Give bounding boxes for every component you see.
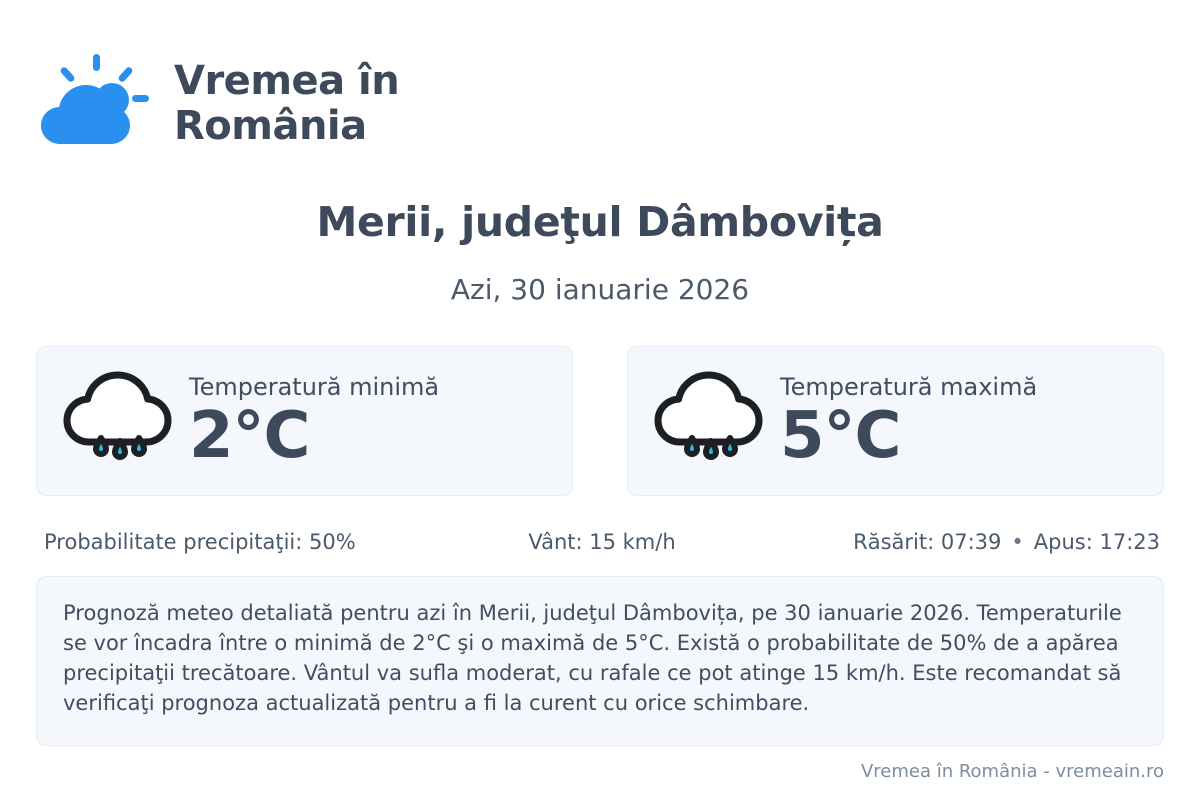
- temperature-cards: [36, 346, 1164, 496]
- site-header: [36, 0, 1164, 160]
- max-temperature-label: Temperatură maximă: [780, 372, 1038, 401]
- wind-speed: Vânt: 15 km/h: [528, 530, 676, 555]
- page-subtitle: Azi, 30 ianuarie 2026: [450, 273, 750, 307]
- precipitation-probability: Probabilitate precipitaţii: 50%: [44, 530, 356, 555]
- brand-title: [174, 59, 399, 149]
- brand-line-1: Vremea în: [174, 58, 400, 105]
- sun-times: [788, 530, 1164, 554]
- sunrise-time: Răsărit: 07:39: [853, 530, 1002, 555]
- sunset-time: Apus: 17:23: [1033, 530, 1160, 555]
- page-title: Merii, judeţul Dâmbovița: [316, 198, 884, 246]
- sun-behind-cloud-icon: [36, 48, 156, 160]
- sun-times-separator: •: [1011, 530, 1024, 555]
- min-temperature-text: [179, 372, 440, 473]
- min-temperature-card: [36, 346, 573, 496]
- max-temperature-text: [770, 372, 1038, 473]
- weather-meta-row: [36, 530, 1164, 554]
- forecast-description: Prognoză meteo detaliată pentru azi în Merii, judeţul Dâmbovița, pe 30 ianuarie 2026. Temperaturile se vor încadra între o minimă de 2°C şi o maximă de 5°C. Există o probabilitate de 50% de a apărea precipitaţii trecătoare. Vântul va sufla moderat, cu rafale ce pot atinge 15 km/h. Este recomandat să verificaţi prognoza actualizată pentru a fi la curent cu orice schimbare.: [36, 576, 1164, 746]
- cloud-with-rain-icon: [59, 366, 179, 476]
- footer-credit: Vremea în România - vremeain.ro: [860, 761, 1164, 782]
- min-temperature-value: 2°C: [189, 398, 310, 473]
- cloud-with-rain-icon: [650, 366, 770, 476]
- max-temperature-value: 5°C: [780, 398, 901, 473]
- min-temperature-label: Temperatură minimă: [189, 372, 440, 401]
- max-temperature-card: [627, 346, 1164, 496]
- brand-line-2: România: [174, 103, 367, 149]
